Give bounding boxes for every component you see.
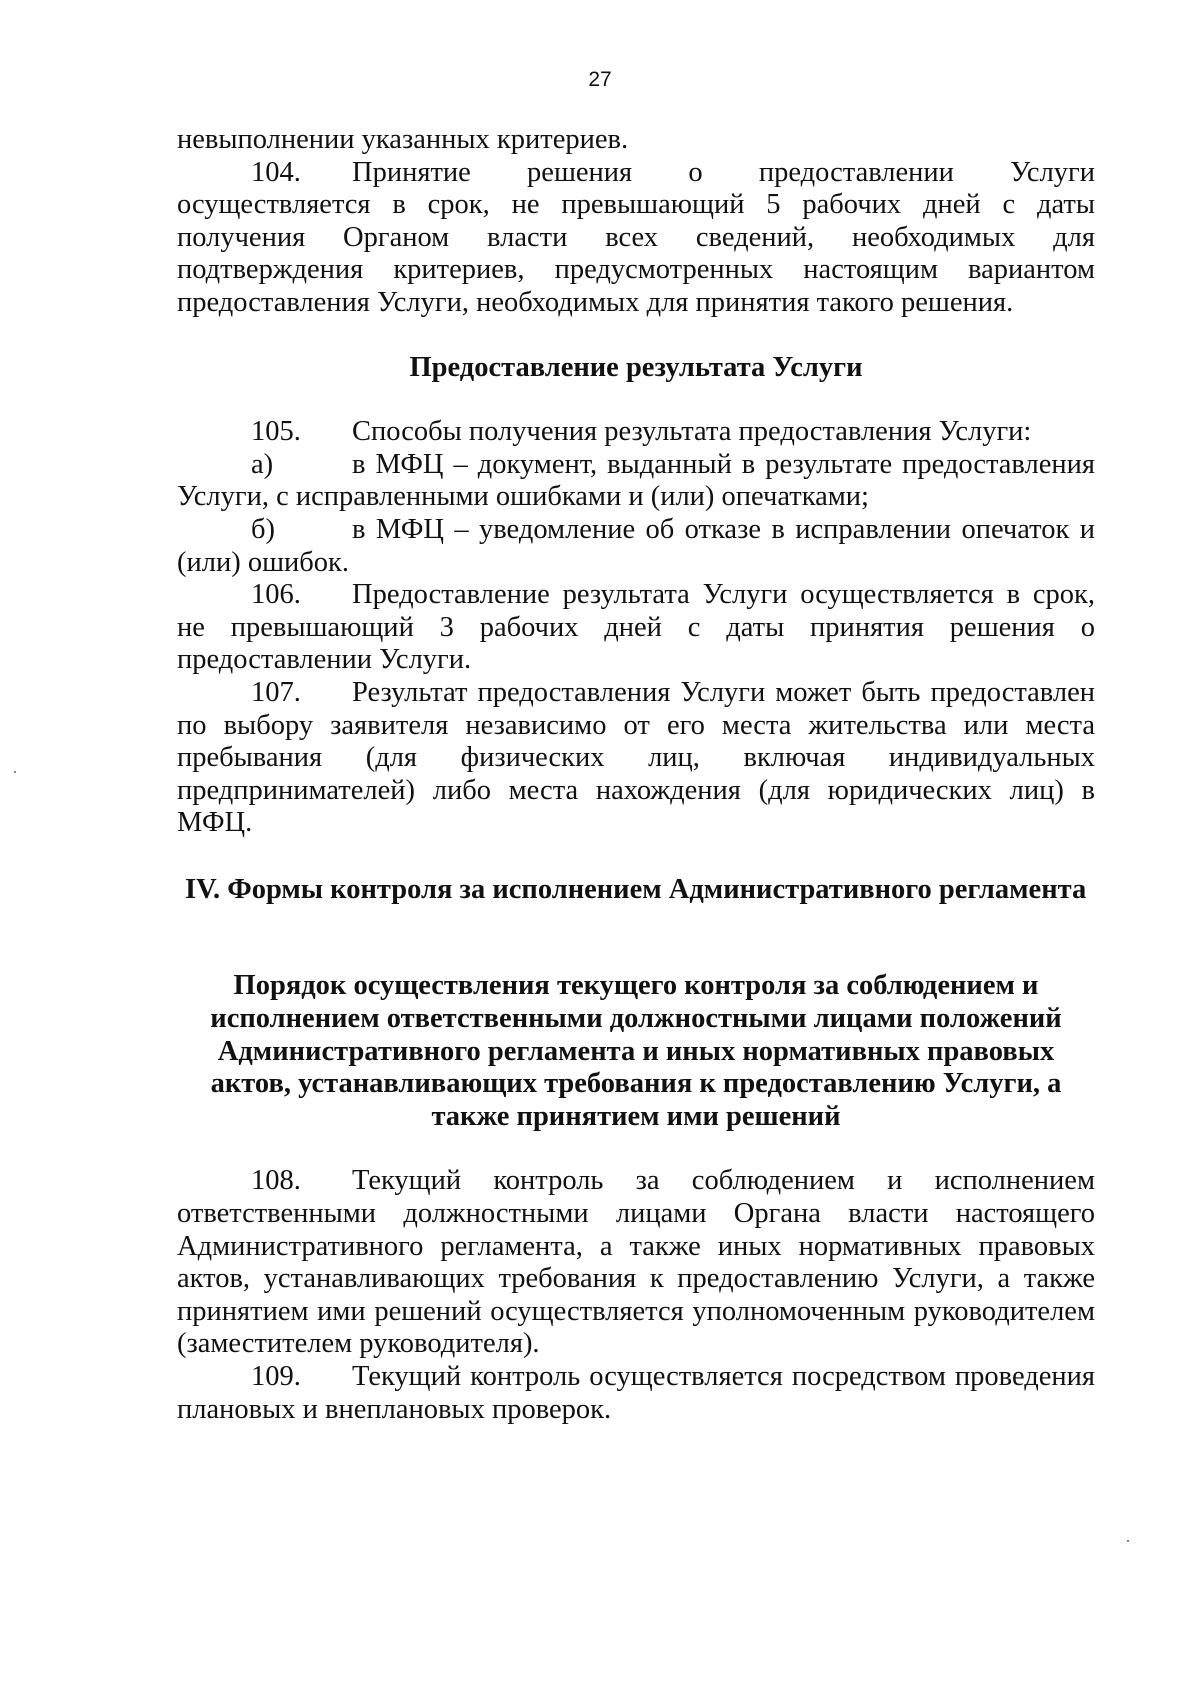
paragraph-105 (177, 416, 1095, 449)
document-body (177, 124, 1095, 1426)
list-item-marker: а) (251, 448, 274, 480)
paragraph-text: Результат предоставления Услуги может быть предоставлен по выбору заявителя независимо от его места жительства или места пребывания (для физических лиц, включая индивидуальных предпринимателей) либо места нахождения (для юридических лиц) в МФЦ. (177, 676, 1095, 839)
list-item-a (177, 449, 1095, 514)
paragraph-108 (177, 1165, 1095, 1361)
paragraph-number: 108. (251, 1165, 301, 1197)
paragraph-text: Текущий контроль за соблюдением и исполнением ответственными должностными лицами Органа власти настоящего Административного регламента, а также иных нормативных правовых актов, устанавливающих требования к предоставлению Услуги, а также принятием ими решений осуществляется уполномоченным руководителем (заместителем руководителя). (177, 1165, 1095, 1360)
scan-speck (14, 771, 16, 773)
list-item-text: в МФЦ – документ, выданный в результате предоставления Услуги, с исправленными ошибками и (или) опечатками; (177, 448, 1095, 513)
page-number: 27 (588, 68, 612, 91)
paragraph-text: Предоставление результата Услуги осуществляется в срок, не превышающий 3 рабочих дней с даты принятия решения о предоставлении Услуги. (177, 579, 1095, 676)
list-item-marker: б) (251, 513, 275, 545)
paragraph-number: 109. (251, 1361, 301, 1392)
paragraph-continuation (177, 124, 1095, 157)
scan-speck (1127, 1540, 1129, 1542)
heading-section-iv: IV. Формы контроля за исполнением Административного регламента (185, 873, 1087, 905)
paragraph-107 (177, 677, 1095, 840)
paragraph-number: 104. (251, 156, 301, 188)
heading-control-procedure: Порядок осуществления текущего контроля за соблюдением и исполнением ответственными должностными лицами положений Административного регламента и иных нормативных правовых актов, устанавливающих требования к предоставлению Услуги, а также принятием ими решений (210, 970, 1062, 1132)
list-item-b (177, 514, 1095, 579)
paragraph-text: Текущий контроль осуществляется посредством проведения плановых и внеплановых проверок. (177, 1361, 1095, 1425)
heading-result-of-service: Предоставление результата Услуги (409, 351, 863, 383)
paragraph-text: Принятие решения о предоставлении Услуги осуществляется в срок, не превышающий 5 рабочих дней с даты получения Органом власти всех сведений, необходимых для подтверждения критериев, предусмотренных настоящим вариантом предоставления Услуги, необходимых для принятия такого решения. (177, 156, 1095, 318)
paragraph-number: 107. (251, 676, 301, 708)
paragraph-106 (177, 579, 1095, 677)
paragraph-text: Способы получения результата предоставления Услуги: (352, 416, 1032, 448)
paragraph-109 (177, 1361, 1095, 1426)
list-item-text: в МФЦ – уведомление об отказе в исправлении опечаток и (или) ошибок. (177, 513, 1095, 578)
paragraph-text: невыполнении указанных критериев. (177, 124, 629, 155)
paragraph-number: 106. (251, 579, 301, 611)
paragraph-number: 105. (251, 416, 301, 448)
paragraph-104 (177, 157, 1095, 320)
